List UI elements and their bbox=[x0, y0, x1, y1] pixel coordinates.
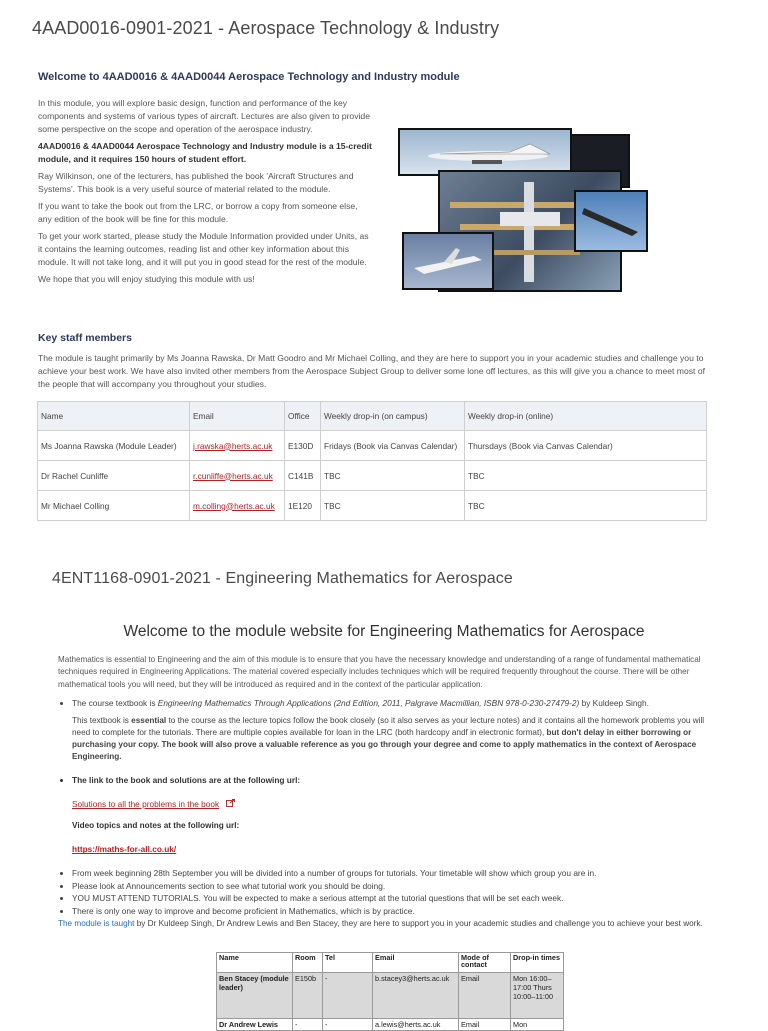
email-link[interactable]: j.rawska@herts.ac.uk bbox=[193, 440, 273, 451]
spaceplane-photo bbox=[402, 232, 494, 290]
staff-email[interactable]: b.stacey3@herts.ac.uk bbox=[373, 973, 459, 1019]
staff-dropin-campus: TBC bbox=[321, 491, 465, 521]
staff-office: C141B bbox=[285, 461, 321, 491]
math-table-header bbox=[217, 953, 564, 973]
header-tel: Tel bbox=[323, 953, 373, 973]
staff-office: 1E120 bbox=[285, 491, 321, 521]
header-name: Name bbox=[217, 953, 293, 973]
key-staff-intro: The module is taught primarily by Ms Joanna Rawska, Dr Matt Goodro and Mr Michael Colling, and they are here to support you in your academic studies and challenge you to achieve your best work. We have also invited other members from the Aerospace Subject Group to deliver some lone off lectures, as this will give you a chance to meet most of the people that will accompany you throughout your studies. bbox=[38, 353, 705, 389]
header-dropin-campus: Weekly drop-in (on campus) bbox=[321, 402, 465, 431]
table-row bbox=[38, 431, 707, 461]
staff-dropin-online: TBC bbox=[465, 491, 707, 521]
staff-name: Mr Michael Colling bbox=[38, 491, 190, 521]
section2-intro: Mathematics is essential to Engineering and the aim of this module is to ensure that you have the necessary knowledge and understanding of a range of fundamental mathematical techniques required in Engineering Applications. The material covered especially includes techniques which will be required frequently throughout the course. There will be other mathematical tools you will need, but they will be introduced as required and in the context of the particular application. bbox=[58, 655, 701, 689]
section1-intro bbox=[38, 97, 372, 286]
header-mode: Mode of contact bbox=[459, 953, 511, 973]
glider-photo bbox=[574, 190, 648, 252]
email-link[interactable]: r.cunliffe@herts.ac.uk bbox=[193, 470, 273, 481]
solutions-row bbox=[72, 794, 722, 812]
teaching-staff-text bbox=[58, 918, 726, 930]
desc-bold-2: but don't delay in either borrowing or purchasing your copy. The book will also prove a valuable reference as you go through your degree and come to apply mathematics in the context of Aerospace Engineering. bbox=[72, 727, 697, 762]
header-office: Office bbox=[285, 402, 321, 431]
staff-email bbox=[190, 461, 285, 491]
math-staff-table bbox=[216, 952, 564, 1031]
table-row bbox=[38, 461, 707, 491]
list-item: • The link to the book and solutions are at the following url: bbox=[72, 774, 722, 787]
header-dropin-online: Weekly drop-in (online) bbox=[465, 402, 707, 431]
section2-welcome-heading: Welcome to the module website for Engineering Mathematics for Aerospace bbox=[123, 623, 645, 640]
staff-name: Ben Stacey (module leader) bbox=[217, 973, 293, 1019]
staff-dropin-online: TBC bbox=[465, 461, 707, 491]
staff-dropin-campus: Fridays (Book via Canvas Calendar) bbox=[321, 431, 465, 461]
aerospace-collage-image bbox=[398, 128, 648, 290]
staff-tel: - bbox=[323, 1019, 373, 1031]
table-row bbox=[217, 973, 564, 1019]
list-item: • YOU MUST ATTEND TUTORIALS. You will be expected to make a serious attempt at the tutorial questions that will be set each week. bbox=[72, 892, 722, 905]
header-email: Email bbox=[373, 953, 459, 973]
link-list bbox=[58, 774, 722, 787]
section1-welcome-heading: Welcome to 4AAD0016 & 4AAD0044 Aerospace Technology and Industry module bbox=[38, 71, 460, 83]
staff-email[interactable]: a.lewis@herts.ac.uk bbox=[373, 1019, 459, 1031]
textbook-description bbox=[72, 715, 722, 764]
cargo-aircraft-photo bbox=[398, 128, 572, 176]
staff-dropin: Mon 16:00–17:00 Thurs 10:00–11:00 bbox=[511, 973, 564, 1019]
para-5: To get your work started, please study the Module Information provided under Units, as it contains the learning outcomes, reading list and other key information about this module. It will not take long, and it will put you in good stead for the rest of the module. bbox=[38, 231, 369, 267]
desc-text-2: to the course as the lecture topics follow the book closely (so it also serves as your lecture notes) and it contains all the homework problems you will need to complete for the tutorials. There are multiple copies available for loan in the LRC (both hardcopy andf in electronic format), bbox=[72, 715, 705, 737]
list-item: • From week beginning 28th September you will be divided into a number of groups for tutorials. Your timetable will show which group you are in. bbox=[72, 867, 722, 880]
staff-dropin: Mon bbox=[511, 1019, 564, 1031]
staff-dropin-campus: TBC bbox=[321, 461, 465, 491]
list-item: • Please look at Announcements section to see what tutorial work you should be doing. bbox=[72, 880, 722, 893]
staff-table-header bbox=[38, 402, 707, 431]
desc-text-1: This textbook is bbox=[72, 715, 132, 725]
staff-room: E150b bbox=[293, 973, 323, 1019]
video-row bbox=[72, 839, 722, 857]
section1-title: 4AAD0016-0901-2021 - Aerospace Technology & Industry bbox=[32, 18, 500, 38]
email-link[interactable]: m.colling@herts.ac.uk bbox=[193, 500, 275, 511]
staff-office: E130D bbox=[285, 431, 321, 461]
para-1: In this module, you will explore basic design, function and performance of the key components and systems of various types of aircraft. Lectures are also given to provide some perspective on the scope and operation of the aerospace industry. bbox=[38, 98, 370, 134]
staff-room: - bbox=[293, 1019, 323, 1031]
para-2: 4AAD0016 & 4AAD0044 Aerospace Technology and Industry module is a 15-credit module, and it requires 150 hours of student effort. bbox=[38, 141, 372, 164]
header-dropin: Drop-in times bbox=[511, 953, 564, 973]
table-row bbox=[38, 491, 707, 521]
video-link[interactable]: https://maths-for-all.co.uk/ bbox=[72, 844, 177, 855]
staff-mode: Email bbox=[459, 1019, 511, 1031]
staff-email bbox=[190, 491, 285, 521]
teaching-staff-rest: by Dr Kuldeep Singh, Dr Andrew Lewis and Ben Stacey, they are here to support you in your academic studies and challenge you to achieve your best work. bbox=[134, 919, 703, 928]
section2-title: 4ENT1168-0901-2021 - Engineering Mathematics for Aerospace bbox=[52, 570, 513, 587]
textbook-title: Engineering Mathematics Through Applications (2nd Edition, 2011, Palgrave Macmillian, ISBN 978-0-230-27479-2) bbox=[157, 698, 580, 708]
textbook-section bbox=[58, 697, 722, 917]
staff-email bbox=[190, 431, 285, 461]
module-taught-link[interactable]: The module is taught bbox=[58, 919, 135, 928]
textbook-list bbox=[58, 697, 722, 710]
para-4: If you want to take the book out from the LRC, or borrow a copy from someone else, any edition of the book will be fine for this module. bbox=[38, 201, 358, 224]
textbook-intro-text: The course textbook is bbox=[72, 698, 158, 708]
desc-bold-1: essential bbox=[131, 715, 167, 725]
staff-name: Dr Andrew Lewis bbox=[217, 1019, 293, 1031]
staff-name: Ms Joanna Rawska (Module Leader) bbox=[38, 431, 190, 461]
list-item: • There is only one way to improve and become proficient in Mathematics, which is by practice. bbox=[72, 905, 722, 918]
staff-mode: Email bbox=[459, 973, 511, 1019]
staff-tel: - bbox=[323, 973, 373, 1019]
textbook-author: by Kuldeep Singh. bbox=[579, 698, 649, 708]
para-3: Ray Wilkinson, one of the lecturers, has published the book 'Aircraft Structures and Systems'. This book is a very useful source of material related to the module. bbox=[38, 171, 354, 194]
list-item bbox=[72, 697, 722, 710]
staff-table bbox=[37, 401, 707, 521]
external-link-icon bbox=[226, 794, 235, 812]
tutorial-list bbox=[58, 867, 722, 917]
table-row bbox=[217, 1019, 564, 1031]
solutions-link[interactable]: Solutions to all the problems in the book bbox=[72, 799, 220, 810]
para-6: We hope that you will enjoy studying this module with us! bbox=[38, 274, 255, 284]
staff-name: Dr Rachel Cunliffe bbox=[38, 461, 190, 491]
staff-dropin-online: Thursdays (Book via Canvas Calendar) bbox=[465, 431, 707, 461]
key-staff-heading: Key staff members bbox=[38, 332, 132, 344]
header-room: Room bbox=[293, 953, 323, 973]
video-label: Video topics and notes at the following url: bbox=[72, 821, 240, 831]
header-email: Email bbox=[190, 402, 285, 431]
header-name: Name bbox=[38, 402, 190, 431]
